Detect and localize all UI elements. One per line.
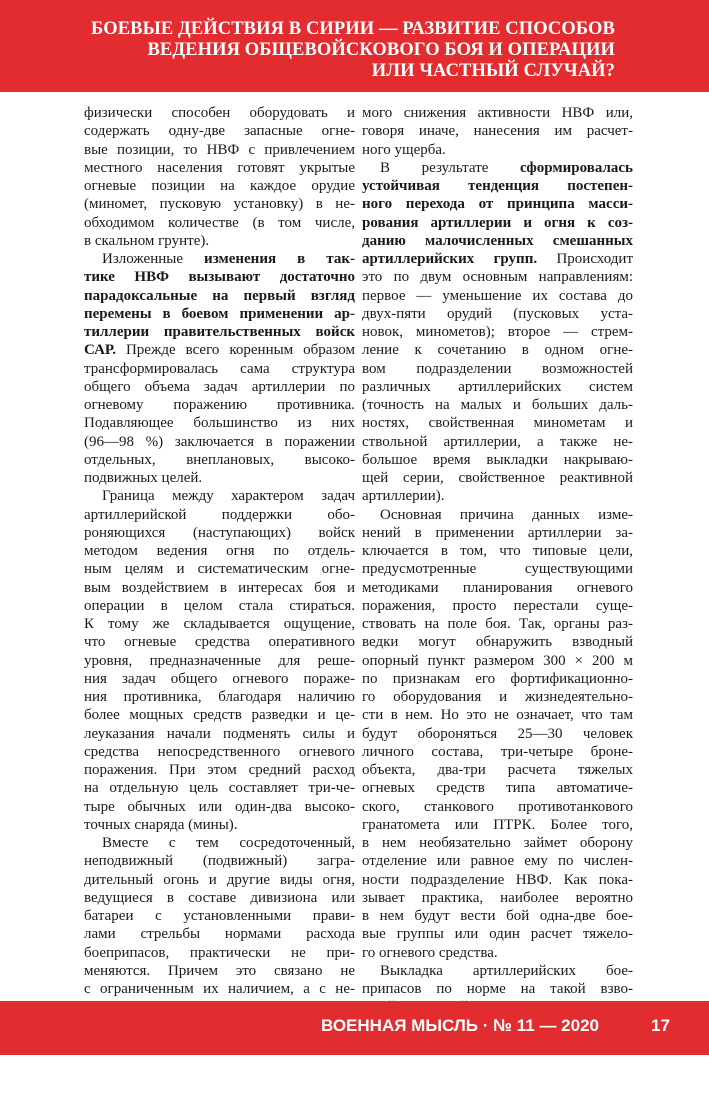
text-line: методиками планирования огневого <box>362 579 633 596</box>
text-line: припасов по норме на такой взво- <box>362 981 633 997</box>
text-line: зывает практика, наиболее вероятно <box>362 889 633 906</box>
page-number: 17 <box>651 1016 670 1035</box>
text-line: общего объема задач артиллерии по <box>84 378 355 395</box>
text-line: ния задач общего огневого пораже- <box>84 670 355 687</box>
text-line: леуказания начали подменять силы и <box>84 725 355 742</box>
text-line: вые позиции, то НВФ с привлечением <box>84 141 355 158</box>
bold-run: парадоксальные на первый взгляд <box>84 287 355 304</box>
bold-run: изменения в так- <box>204 251 355 267</box>
text-line: ского, станкового противотанкового <box>362 798 633 815</box>
text-line: (96—98 %) заключается в поражении <box>84 433 355 450</box>
text-line <box>84 341 355 359</box>
text-run: Происходит <box>537 251 633 267</box>
text-line: предусмотренные существующими <box>362 561 633 578</box>
bold-run: САР. <box>84 342 116 359</box>
left-column <box>84 104 355 1017</box>
text-line: более мощных средств разведки и це- <box>84 707 355 724</box>
text-line: го оборудования и жизнедеятельно- <box>362 689 633 705</box>
text-line: ведки могут обнаружить взводный <box>362 634 633 651</box>
text-line: это по двум основным направлениям: <box>362 269 633 286</box>
text-line: ности подразделение НВФ. Как пока- <box>362 871 633 888</box>
bold-run: перемены в боевом применении ар- <box>84 305 355 322</box>
text-line: отделение или равное ему по числен- <box>362 853 633 870</box>
text-line: огневые позиции на каждое орудие <box>84 178 355 194</box>
text-line: физически способен оборудовать и <box>84 105 355 121</box>
text-line: первое — уменьшение их состава до <box>362 287 633 304</box>
text-line: двух-пяти орудий (пусковых уста- <box>362 305 633 322</box>
text-run: В результате <box>380 159 489 176</box>
bold-run: тике НВФ вызывают достаточно <box>84 269 355 286</box>
bold-run: ного перехода от принципа масси- <box>362 196 633 213</box>
text-line: большое время выкладки накрываю- <box>362 451 633 468</box>
text-line: (точность на малых и больших даль- <box>362 397 633 413</box>
text-line: обходимом количестве (в том числе, <box>84 214 355 231</box>
text-line: по признакам его фортификационно- <box>362 670 633 687</box>
text-line: различных артиллерийских систем <box>362 378 633 395</box>
text-line: дительный огонь и другие виды огня, <box>84 871 355 888</box>
text-line <box>84 323 355 341</box>
text-line <box>362 195 633 213</box>
text-line: ведущиеся в составе дивизиона или <box>84 889 355 906</box>
text-line: неподвижный (подвижный) загра- <box>84 853 355 870</box>
bold-run: данию малочисленных смешанных <box>362 232 633 249</box>
text-line: мого снижения активности НВФ или, <box>362 105 633 121</box>
header-title-line: ИЛИ ЧАСТНЫЙ СЛУЧАЙ? <box>371 61 615 81</box>
text-line: операции в целом стала стираться. <box>84 597 355 614</box>
text-line: лами стрельбы нормами расхода <box>84 926 355 943</box>
text-run: Изложенные <box>102 251 183 267</box>
text-line <box>362 232 633 250</box>
bold-run: устойчивая тенденция постепен- <box>362 178 633 194</box>
text-line: в скальном грунте). <box>84 232 210 249</box>
text-line: ствольной артиллерии, а также не- <box>362 433 633 450</box>
text-line <box>362 177 633 195</box>
text-line: в нем будут вести бой одна-две бое- <box>362 908 633 924</box>
footer-bar <box>0 1001 709 1055</box>
text-line: ния противника, благодаря наличию <box>84 689 355 705</box>
text-line: с ограниченным их наличием, а с не- <box>84 981 355 997</box>
text-line: новок, минометов); второе — стрем- <box>362 324 633 340</box>
text-line: щей серии, свойственное реактивной <box>362 470 633 486</box>
text-line: поражения. При этом средний расход <box>84 762 355 778</box>
text-line: нений в применении артиллерии за- <box>362 524 633 541</box>
header-title-line: ВЕДЕНИЯ ОБЩЕВОЙСКОВОГО БОЯ И ОПЕРАЦИИ <box>147 40 615 60</box>
text-line: Граница между характером задач <box>102 488 355 505</box>
text-line <box>84 305 355 323</box>
text-line: в нем необязательно займет оборону <box>362 835 633 851</box>
text-line: говоря иначе, нанесения им расчет- <box>362 123 633 140</box>
text-line: огневому поражению противника. <box>84 397 355 413</box>
text-line: вом подразделении возможностей <box>362 360 633 377</box>
text-line: местного населения готовят укрытые <box>84 159 355 176</box>
bold-run: сформировалась <box>519 159 633 176</box>
text-line: ным целям и систематическим огне- <box>84 561 355 578</box>
text-line: тыре обычных или один-два высоко- <box>84 798 355 815</box>
text-line: опорный пункт размером 300 × 200 м <box>362 652 633 669</box>
text-line: артиллерии). <box>362 488 445 505</box>
text-line: меняются. Причем это связано не <box>84 962 355 979</box>
text-line: ностях, свойственная минометам и <box>362 415 633 432</box>
text-line <box>362 214 633 232</box>
text-line: Основная причина данных изме- <box>380 506 633 523</box>
text-line: Подавляющее большинство из них <box>84 415 355 432</box>
text-line: личного состава, три-четыре броне- <box>362 743 633 760</box>
text-line: вым воздействием в интересах боя и <box>84 579 355 596</box>
text-line <box>362 250 633 268</box>
text-line: батареи с установленными прави- <box>84 908 355 924</box>
text-line: содержать одну-две запасные огне- <box>84 123 355 140</box>
text-line: боеприпасов, практически не при- <box>84 944 355 961</box>
bold-run: рования артиллерии и огня к соз- <box>362 214 633 231</box>
text-run: Прежде всего коренным образом <box>115 342 355 359</box>
text-line: подвижных целей. <box>84 470 203 486</box>
text-line: точных снаряда (мины). <box>84 816 238 833</box>
text-line: на отдельную цель составляет три-че- <box>84 780 355 797</box>
text-line: артиллерийской поддержки обо- <box>84 506 355 523</box>
text-line: ствовать на поле боя. Так, органы раз- <box>362 616 633 632</box>
text-line: поражения, просто перестали суще- <box>362 597 633 614</box>
text-line: отдельных, внеплановых, высоко- <box>84 451 355 468</box>
right-column <box>362 104 633 1017</box>
text-line: средства непосредственного огневого <box>84 743 355 760</box>
text-line: будут обороняться 25—30 человек <box>362 725 633 742</box>
text-line: го огневого средства. <box>362 944 498 961</box>
text-line: К тому же складывается ощущение, <box>84 616 355 632</box>
text-line: (миномет, пусковую установку) в не- <box>84 196 355 213</box>
text-line: гранатомета или ПТРК. Более того, <box>362 816 633 833</box>
text-line: ного ущерба. <box>362 141 446 158</box>
header-banner <box>0 0 709 92</box>
text-line: огневых средств типа автоматиче- <box>362 780 633 797</box>
text-line <box>84 287 355 305</box>
text-line: что огневые средства оперативного <box>84 634 355 651</box>
text-line: роняющихся (наступающих) войск <box>84 524 355 541</box>
text-line: ление к сочетанию в одном огне- <box>362 342 633 359</box>
text-line: трансформировалась сама структура <box>84 360 355 377</box>
text-line: методом ведения огня по отдель- <box>84 543 355 559</box>
text-line: Выкладка артиллерийских бое- <box>380 962 633 979</box>
paragraph-line <box>84 250 355 268</box>
paragraph-line <box>362 159 633 177</box>
text-line: сти в нем. Но это не означает, что там <box>362 707 633 724</box>
text-line: объекта, два-три расчета тяжелых <box>362 762 633 778</box>
journal-title: ВОЕННАЯ МЫСЛЬ · № 11 — 2020 <box>320 1016 599 1035</box>
text-line: Вместе с тем сосредоточенный, <box>102 835 355 851</box>
bold-run: тиллерии правительственных войск <box>84 324 355 340</box>
text-line <box>84 268 355 286</box>
header-title-line: БОЕВЫЕ ДЕЙСТВИЯ В СИРИИ — РАЗВИТИЕ СПОСОБОВ <box>91 19 615 39</box>
bold-run: артиллерийских групп. <box>362 251 538 267</box>
text-line: вые группы или один расчет тяжело- <box>362 926 633 943</box>
text-line: ключается в том, что типовые цели, <box>362 543 633 559</box>
text-line: уровня, предназначенные для реше- <box>84 652 355 669</box>
